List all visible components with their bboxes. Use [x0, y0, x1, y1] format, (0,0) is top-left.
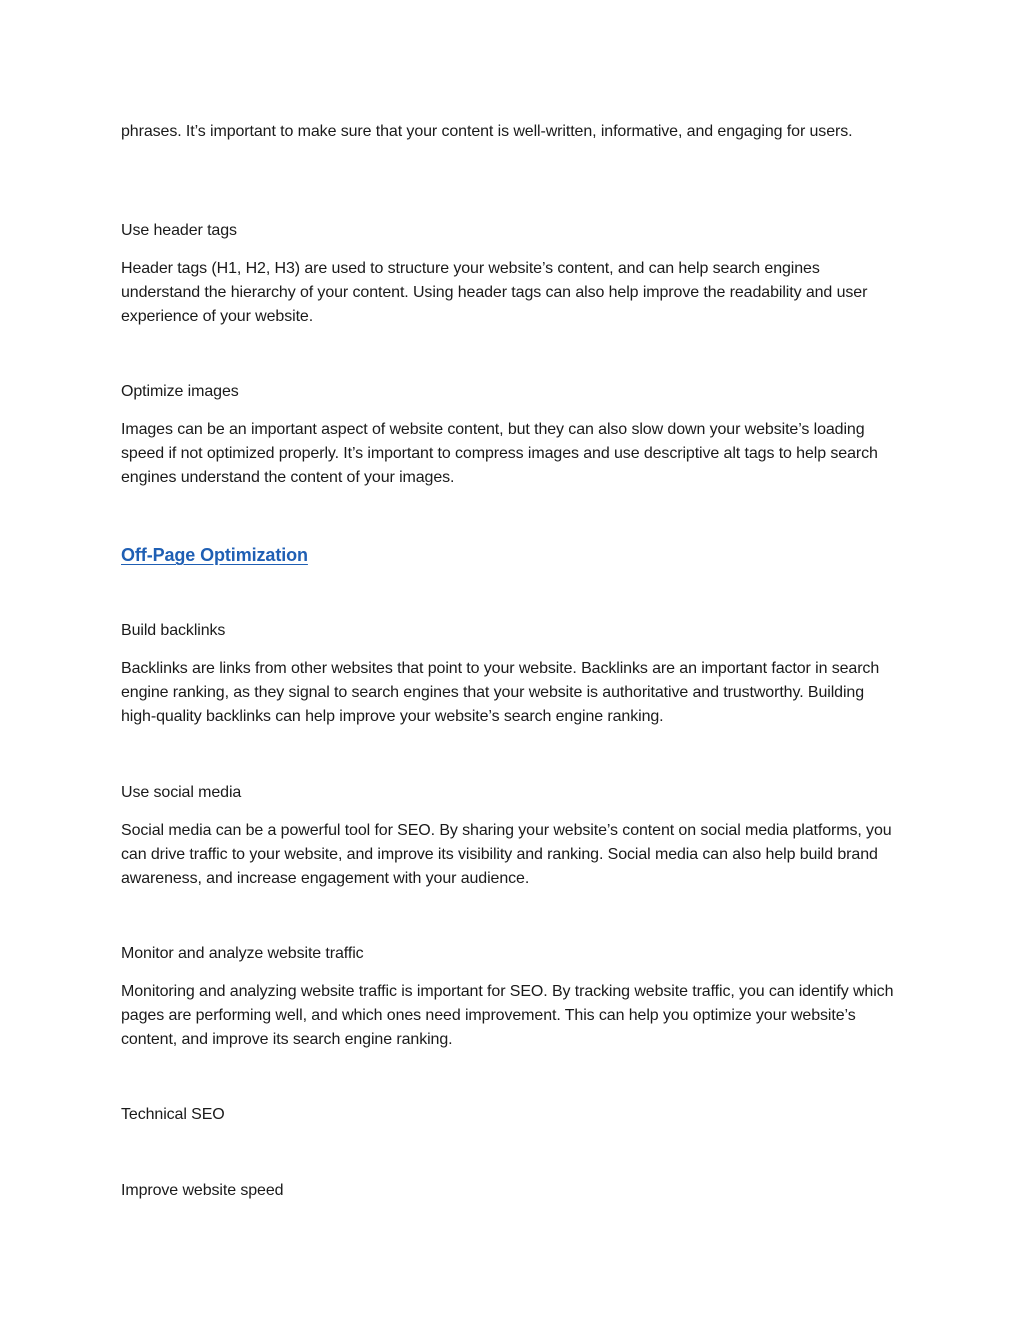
section-title-optimize-images: Optimize images: [121, 383, 239, 400]
section-title-header-tags: Use header tags: [121, 222, 237, 239]
section-title-improve-speed: Improve website speed: [121, 1182, 284, 1199]
off-page-heading-link[interactable]: Off-Page Optimization: [121, 545, 308, 565]
section-title-social-media: Use social media: [121, 784, 242, 801]
intro-continuation-paragraph: phrases. It’s important to make sure that your content is well-written, informative, and engaging for users.: [121, 123, 853, 140]
section-title-technical-seo: Technical SEO: [121, 1106, 225, 1123]
section-title-monitor-traffic: Monitor and analyze website traffic: [121, 945, 364, 962]
section-title-build-backlinks: Build backlinks: [121, 622, 226, 639]
section-body-header-tags: Header tags (H1, H2, H3) are used to structure your website’s content, and can help search engines understand the hierarchy of your content. Using header tags can also help improve the readability and user experience of your website.: [121, 260, 868, 325]
section-body-build-backlinks: Backlinks are links from other websites that point to your website. Backlinks are an important factor in search engine ranking, as they signal to search engines that your website is authoritative and trustworthy. Building high-quality backlinks can help improve your website’s search engine ranking.: [121, 660, 880, 725]
section-body-monitor-traffic: Monitoring and analyzing website traffic is important for SEO. By tracking website traffic, you can identify which pages are performing well, and which ones need improvement. This can help you optimize your website’s content, and improve its search engine ranking.: [121, 983, 894, 1048]
section-body-social-media: Social media can be a powerful tool for SEO. By sharing your website’s content on social media platforms, you can drive traffic to your website, and improve its visibility and ranking. Social media can also help build brand awareness, and increase engagement with your audience.: [121, 822, 892, 887]
off-page-heading: [121, 543, 901, 569]
section-body-optimize-images: Images can be an important aspect of website content, but they can also slow down your website’s loading speed if not optimized properly. It’s important to compress images and use descriptive alt tags to help search engines understand the content of your images.: [121, 421, 878, 486]
